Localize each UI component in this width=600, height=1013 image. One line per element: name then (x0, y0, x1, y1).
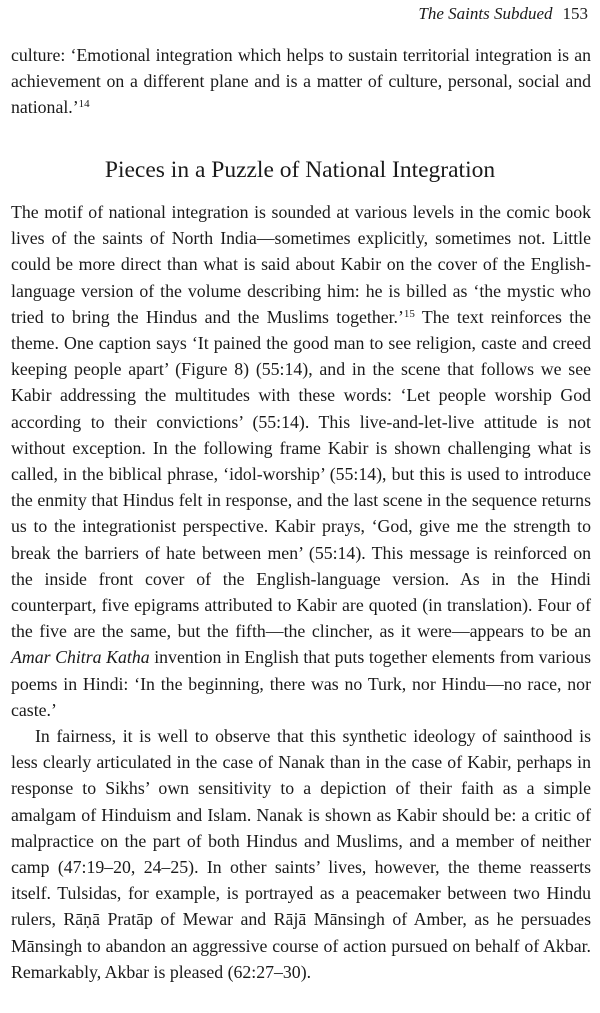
running-header (418, 4, 588, 24)
paragraph-1-text-c: invention in English that puts together elements from various poems in Hindi: ‘In the beginning, there was no Turk, nor Hindu—no race, nor caste.’ (11, 647, 591, 720)
page-number: 153 (562, 4, 588, 23)
paragraph-1-text-b: The text reinforces the theme. One caption says ‘It pained the good man to see religion, caste and creed keeping people apart’ (Figure 8) (55:14), and in the scene that follows we see Kabir addressing the multitudes with these words: ‘Let people worship God according to their convictions’ (55:14). This live-and-let-live attitude is not without exception. In the following frame Kabir is shown challenging what is called, in the biblical phrase, ‘idol-worship’ (55:14), but this is used to introduce the enmity that Hindus felt in response, and the last scene in the sequence returns us to the integrationist perspective. Kabir prays, ‘God, give me the strength to break the barriers of hate between men’ (55:14). This message is reinforced on the inside front cover of the English-language version. As in the Hindi counterpart, five epigrams attributed to Kabir are quoted (in translation). Four of the five are the same, but the fifth—the clincher, as it were—appears to be an (11, 306, 591, 642)
running-title: The Saints Subdued (418, 4, 553, 23)
paragraph-2: In fairness, it is well to observe that this synthetic ideology of sainthood is less clearly articulated in the case of Nanak than in the case of Kabir, perhaps in response to Sikhs’ own sensitivity to a depiction of their faith as a simple amalgam of Hinduism and Islam. Nanak is shown as Kabir should be: a critic of malpractice on the part of both Hindus and Muslims, and a member of neither camp (47:19–20, 24–25). In other saints’ lives, however, the theme reasserts itself. Tulsidas, for example, is portrayed as a peacemaker between two Hindu rulers, Rāṇā Pratāp of Mewar and Rājā Mānsingh of Amber, as he persuades Mānsingh to abandon an aggressive course of action pursued on behalf of Akbar. Remarkably, Akbar is pleased (62:27–30). (11, 726, 591, 982)
continuation-text: culture: ‘Emotional integration which helps to sustain territorial integration is an achievement on a different plane and is a matter of culture, personal, social and national.’ (11, 45, 591, 118)
continuation-paragraph (11, 42, 591, 121)
book-title-italic: Amar Chitra Katha (11, 647, 150, 668)
paragraph-1 (11, 199, 591, 723)
section-heading: Pieces in a Puzzle of National Integration (104, 157, 496, 183)
footnote-marker-14: 14 (78, 98, 90, 111)
paragraph-1-text-a: The motif of national integration is sounded at various levels in the comic book lives of the saints of North India—sometimes explicitly, sometimes not. Little could be more direct than what is said about Kabir on the cover of the English-language version of the volume describing him: he is billed as ‘the mystic who tried to bring the Hindus and the Muslims together.’ (11, 202, 591, 327)
body-text (11, 199, 591, 985)
footnote-marker-15: 15 (403, 307, 415, 320)
